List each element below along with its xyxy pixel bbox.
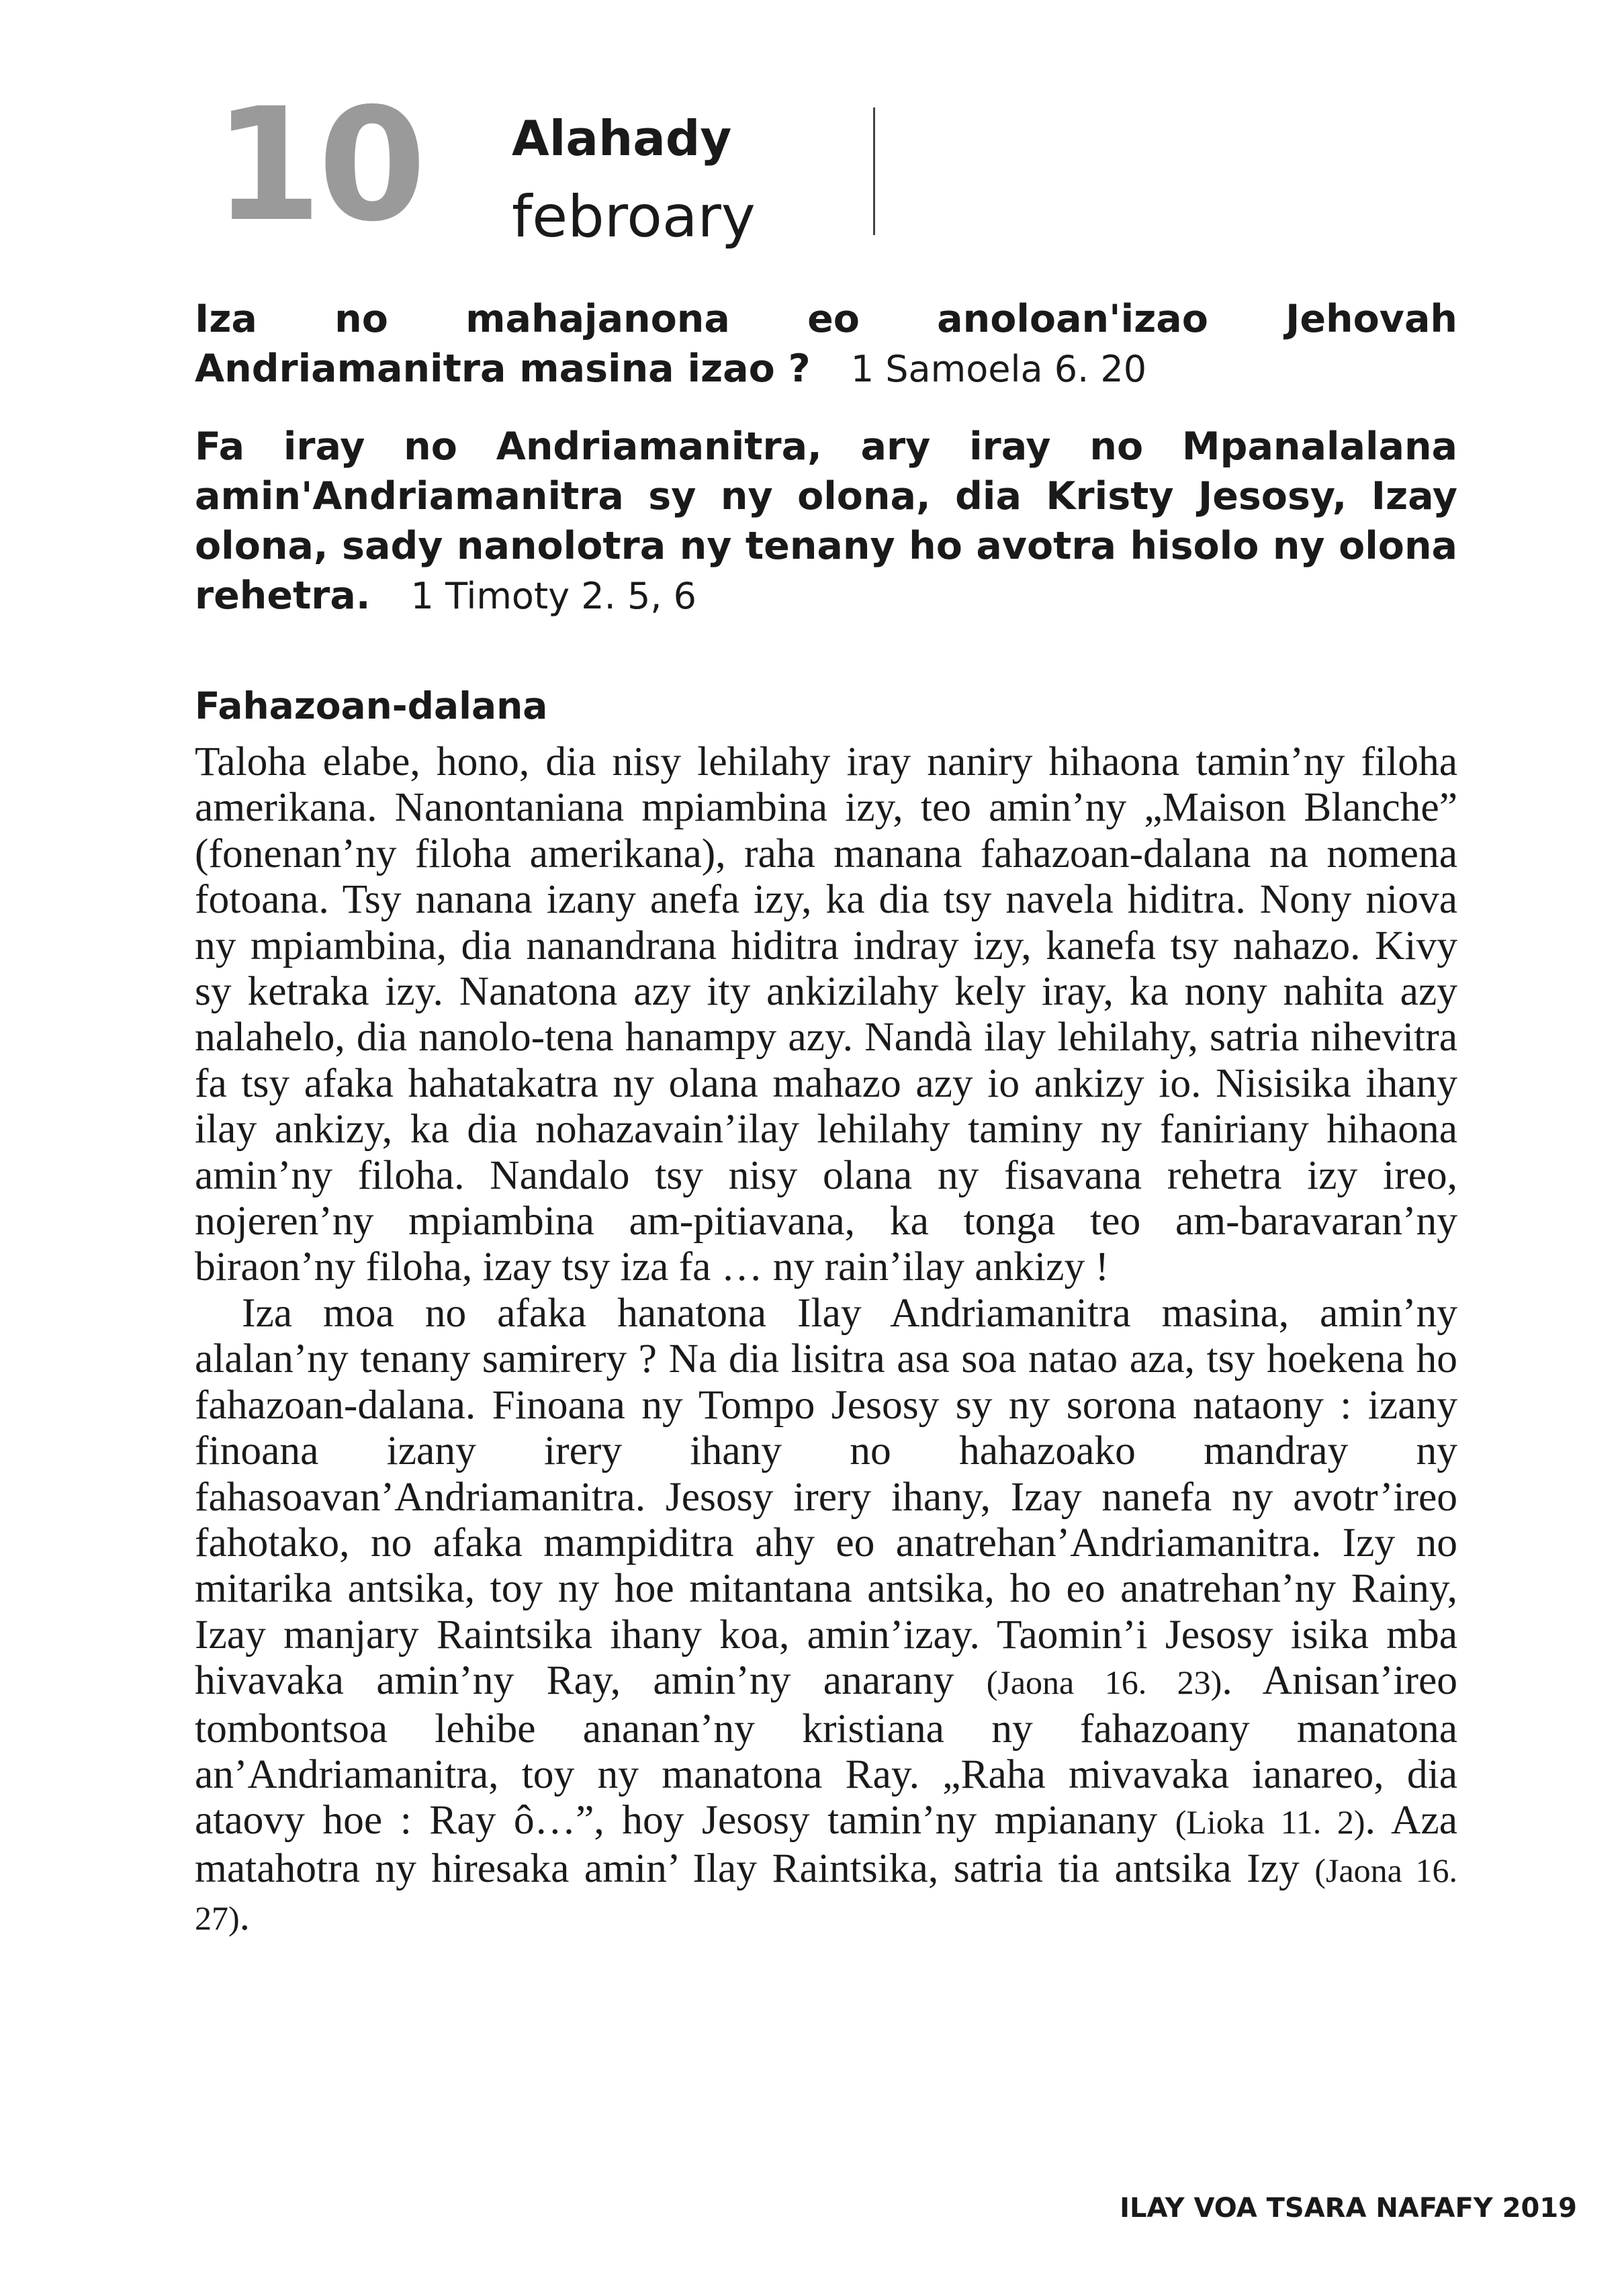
- day-number: 10: [214, 75, 422, 256]
- paragraph-2-part-c: . Aza matahotra ny hiresaka amin’ Ilay Raintsika, satria tia antsika Izy: [195, 1797, 1458, 1891]
- paragraph-2-part-d: .: [239, 1893, 251, 1940]
- scripture-ref-john-16-27: (Jaona 16. 27): [195, 1851, 1458, 1938]
- header-divider: [873, 107, 875, 235]
- paragraph-2-part-a: Iza moa no afaka hanatona Ilay Andriamanitra masina, amin’ny alalan’ny tenany samirery ? Na dia lisitra asa soa natao aza, tsy hoekena ho fahazoan-dalana. Finoana ny Tompo Jesosy sy ny sorona nataony : izany finoana izany irery ihany no hahazoako mandray ny fahasoavan’Andriamanitra. Jesosy irery ihany, Izay nanefa ny avotr’ireo fahotako, no afaka mampiditra ahy eo anatrehan’Andriamanitra. Izy no mitarika antsika, toy ny hoe mitantana antsika, ho eo anatrehan’ny Rainy, Izay manjary Raintsika ihany koa, amin’izay. Taomin’i Jesosy isika mba hivavaka amin’ny Ray, amin’ny anarany: [195, 1289, 1457, 1704]
- article-body: [195, 739, 1457, 1942]
- paragraph-2-part-b: . Anisan’ireo tombontsoa lehibe ananan’ny kristiana ny fahazoany manatona an’Andriamanitra, toy ny manatona Ray. „Raha mivavaka ianareo, dia ataovy hoe : Ray ô…”, hoy Jesosy tamin’ny mpianany: [195, 1657, 1457, 1844]
- verse-1-text: Iza no mahajanona eo anoloan'izao Jehovah Andriamanitra masina izao ?: [195, 297, 1457, 391]
- scripture-ref-john-16-23: (Jaona 16. 23): [986, 1664, 1222, 1702]
- verse-2: [195, 422, 1457, 621]
- article-title: Fahazoan-dalana: [195, 684, 548, 727]
- scripture-ref-luke-11-2: (Lioka 11. 2): [1175, 1803, 1365, 1841]
- month: febroary: [512, 183, 756, 251]
- paragraph-2: [195, 1290, 1457, 1942]
- verse-2-text: Fa iray no Andriamanitra, ary iray no Mpanalalana amin'Andriamanitra sy ny olona, dia Kristy Jesosy, Izay olona, sady nanolotra ny tenany ho avotra hisolo ny olona rehetra.: [195, 424, 1457, 618]
- footer-publication-title: ILAY VOA TSARA NAFAFY 2019: [1120, 2193, 1577, 2224]
- verse-2-reference: 1 Timoty 2. 5, 6: [410, 575, 696, 617]
- weekday: Alahady: [512, 110, 732, 167]
- paragraph-1: Taloha elabe, hono, dia nisy lehilahy iray naniry hihaona tamin’ny filoha amerikana. Nanontaniana mpiambina izy, teo amin’ny „Maison Blanche” (fonenan’ny filoha amerikana), raha manana fahazoan-dalana na nomena fotoana. Tsy nanana izany anefa izy, ka dia tsy navela hiditra. Nony niova ny mpiambina, dia nanandrana hiditra indray izy, kanefa tsy nahazo. Kivy sy ketraka izy. Nanatona azy ity ankizilahy kely iray, ka nony nahita azy nalahelo, dia nanolo-tena hanampy azy. Nandà ilay lehilahy, satria nihevitra fa tsy afaka hahatakatra ny olana mahazo azy io ankizy io. Nisisika ihany ilay ankizy, ka dia nohazavain’ilay lehilahy taminy ny faniriany hihaona amin’ny filoha. Nandalo tsy nisy olana ny fisavana rehetra izy ireo, nojeren’ny mpiambina am-pitiavana, ka tonga teo am-baravaran’ny biraon’ny filoha, izay tsy iza fa … ny rain’ilay ankizy !: [195, 739, 1457, 1290]
- verse-1-reference: 1 Samoela 6. 20: [850, 348, 1147, 390]
- verse-1: [195, 294, 1457, 394]
